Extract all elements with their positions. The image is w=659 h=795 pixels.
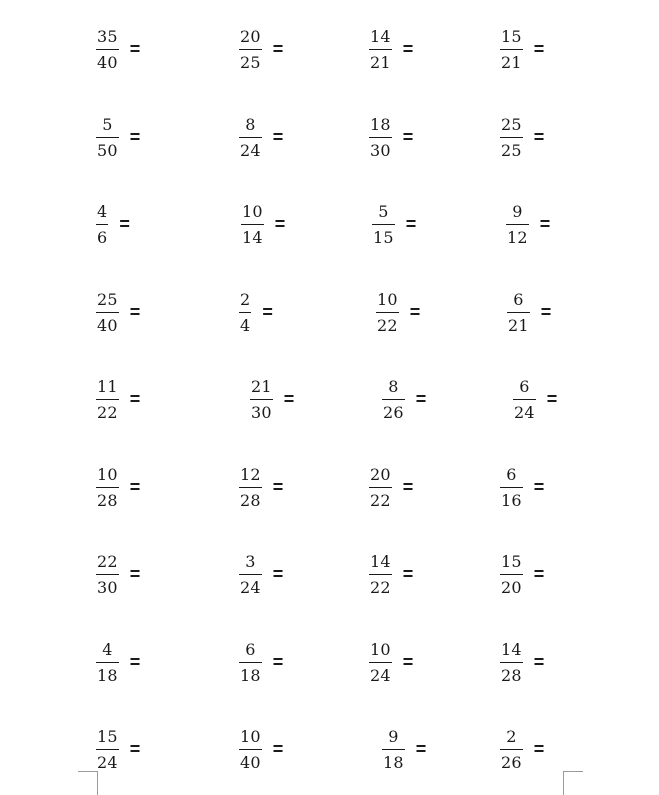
denominator: 40 [97,52,118,72]
denominator: 30 [251,402,272,422]
fraction-problem [96,634,140,690]
denominator: 24 [97,752,118,772]
fraction-bar [239,49,262,50]
equals-sign: = [402,127,414,147]
fraction [96,640,119,685]
denominator: 22 [377,315,398,335]
denominator: 22 [97,402,118,422]
fraction [513,377,536,422]
fraction-problem [239,721,283,777]
fraction-bar [96,662,119,663]
fraction-bar [96,749,119,750]
denominator: 22 [370,490,391,510]
denominator: 50 [97,140,118,160]
denominator: 24 [370,665,391,685]
numerator: 14 [370,26,391,46]
denominator: 16 [501,490,522,510]
equals-sign: = [272,652,284,672]
equals-sign: = [129,564,141,584]
crop-mark-bottom-left [78,771,98,795]
denominator: 21 [370,52,391,72]
fraction-problem [96,371,140,427]
fraction [506,202,529,247]
fraction-bar [500,487,523,488]
fraction-bar [369,662,392,663]
fraction [500,27,523,72]
equals-sign: = [402,39,414,59]
equals-sign: = [272,127,284,147]
fraction [96,290,119,335]
numerator: 10 [240,726,261,746]
fraction-bar [372,224,395,225]
equals-sign: = [540,302,552,322]
fraction-bar [376,312,399,313]
denominator: 4 [240,315,251,335]
equals-sign: = [129,389,141,409]
fraction-problem [369,21,413,77]
denominator: 6 [97,227,108,247]
fraction-bar [239,749,262,750]
equals-sign: = [283,389,295,409]
fraction [96,115,119,160]
fraction-bar [250,399,273,400]
fraction [239,115,262,160]
fraction [96,465,119,510]
fraction-problem [500,109,544,165]
equals-sign: = [533,652,545,672]
equals-sign: = [402,477,414,497]
denominator: 18 [97,665,118,685]
denominator: 25 [240,52,261,72]
equals-sign: = [129,477,141,497]
equals-sign: = [129,652,141,672]
fraction [382,377,405,422]
fraction [369,465,392,510]
fraction-bar [382,399,405,400]
fraction-bar [96,574,119,575]
fraction-bar [506,224,529,225]
fraction-bar [369,487,392,488]
fraction-bar [369,137,392,138]
numerator: 2 [240,289,251,309]
denominator: 14 [242,227,263,247]
fraction-problem [513,371,557,427]
fraction-problem [239,284,273,340]
fraction-bar [96,399,119,400]
fraction-problem [376,284,420,340]
fraction [369,640,392,685]
fraction [500,115,523,160]
fraction-bar [369,49,392,50]
fraction-problem [382,721,426,777]
fraction-bar [369,574,392,575]
fraction-problem [369,459,413,515]
fraction-bar [500,749,523,750]
fraction-problem [500,546,544,602]
numerator: 18 [370,114,391,134]
numerator: 22 [97,551,118,571]
fraction-problem [239,21,283,77]
fraction-problem [500,459,544,515]
fraction-problem [96,721,140,777]
fraction [239,465,262,510]
denominator: 22 [370,577,391,597]
denominator: 20 [501,577,522,597]
numerator: 21 [251,376,272,396]
equals-sign: = [533,39,545,59]
numerator: 12 [240,464,261,484]
fraction [96,552,119,597]
fraction-bar [382,749,405,750]
fraction-bar [239,574,262,575]
numerator: 25 [501,114,522,134]
crop-mark-bottom-right [563,771,583,795]
denominator: 26 [383,402,404,422]
equals-sign: = [119,214,130,234]
denominator: 40 [240,752,261,772]
numerator: 15 [97,726,118,746]
fraction-problem [372,196,416,252]
fraction [250,377,273,422]
fraction [369,552,392,597]
equals-sign: = [272,39,284,59]
equals-sign: = [533,127,545,147]
fraction-problem [239,634,283,690]
fraction [239,640,262,685]
fraction-bar [500,137,523,138]
fraction [96,727,119,772]
equals-sign: = [272,739,284,759]
fraction-problem [369,109,413,165]
equals-sign: = [274,214,286,234]
fraction [500,640,523,685]
fraction-bar [500,574,523,575]
fraction-problem [239,459,283,515]
equals-sign: = [129,739,141,759]
fraction-problem [96,284,140,340]
fraction-bar [96,224,108,225]
numerator: 3 [245,551,256,571]
numerator: 10 [370,639,391,659]
fraction [239,27,262,72]
numerator: 4 [102,639,113,659]
denominator: 15 [373,227,394,247]
numerator: 15 [501,26,522,46]
numerator: 8 [388,376,399,396]
denominator: 24 [240,140,261,160]
equals-sign: = [272,564,284,584]
denominator: 18 [240,665,261,685]
fraction-problem [96,109,140,165]
denominator: 30 [97,577,118,597]
equals-sign: = [129,302,141,322]
numerator: 9 [388,726,399,746]
equals-sign: = [533,477,545,497]
numerator: 20 [370,464,391,484]
fraction [239,727,262,772]
numerator: 10 [377,289,398,309]
numerator: 25 [97,289,118,309]
fraction [96,27,119,72]
denominator: 28 [240,490,261,510]
numerator: 6 [513,289,524,309]
numerator: 20 [240,26,261,46]
fraction-problem [96,21,140,77]
fraction-bar [513,399,536,400]
fraction-problem [382,371,426,427]
fraction-bar [239,137,262,138]
equals-sign: = [405,214,417,234]
denominator: 24 [240,577,261,597]
fraction-bar [96,487,119,488]
fraction-problem [241,196,285,252]
denominator: 24 [514,402,535,422]
fraction-problem [239,109,283,165]
numerator: 14 [501,639,522,659]
fraction [239,290,251,335]
equals-sign: = [129,39,141,59]
fraction-bar [239,487,262,488]
equals-sign: = [129,127,141,147]
denominator: 21 [501,52,522,72]
numerator: 2 [506,726,517,746]
fraction-problem [500,634,544,690]
equals-sign: = [262,302,273,322]
equals-sign: = [546,389,558,409]
fraction-problem [96,546,140,602]
numerator: 4 [97,201,108,221]
fraction-bar [507,312,530,313]
numerator: 6 [506,464,517,484]
denominator: 28 [501,665,522,685]
numerator: 6 [245,639,256,659]
fraction-bar [96,49,119,50]
numerator: 35 [97,26,118,46]
fraction-problem [96,459,140,515]
numerator: 10 [97,464,118,484]
fraction-problem [239,546,283,602]
denominator: 28 [97,490,118,510]
denominator: 40 [97,315,118,335]
numerator: 11 [97,376,118,396]
fraction-problem [506,196,550,252]
fraction [500,465,523,510]
numerator: 9 [512,201,523,221]
fraction-problem [96,196,130,252]
fraction-bar [239,662,262,663]
equals-sign: = [402,652,414,672]
fraction-problem [500,21,544,77]
fraction [369,115,392,160]
fraction-problem [500,721,544,777]
denominator: 18 [383,752,404,772]
fraction-problem [369,546,413,602]
equals-sign: = [402,564,414,584]
fraction [241,202,264,247]
fraction [376,290,399,335]
fraction [500,552,523,597]
numerator: 10 [242,201,263,221]
equals-sign: = [533,564,545,584]
numerator: 5 [102,114,113,134]
numerator: 15 [501,551,522,571]
numerator: 5 [378,201,389,221]
fraction [500,727,523,772]
equals-sign: = [272,477,284,497]
denominator: 26 [501,752,522,772]
equals-sign: = [409,302,421,322]
fraction [372,202,395,247]
fraction-bar [241,224,264,225]
fraction [507,290,530,335]
fraction [369,27,392,72]
fraction-problem [507,284,551,340]
fraction-bar [500,49,523,50]
fraction-bar [96,137,119,138]
denominator: 21 [508,315,529,335]
fraction-bar [239,312,251,313]
fraction-bar [500,662,523,663]
numerator: 8 [245,114,256,134]
fraction-problem [250,371,294,427]
fraction-bar [96,312,119,313]
denominator: 12 [507,227,528,247]
numerator: 14 [370,551,391,571]
equals-sign: = [533,739,545,759]
fraction [382,727,405,772]
denominator: 30 [370,140,391,160]
equals-sign: = [415,739,427,759]
fraction [96,377,119,422]
fraction-problem [369,634,413,690]
denominator: 25 [501,140,522,160]
numerator: 6 [519,376,530,396]
equals-sign: = [415,389,427,409]
fraction [96,202,108,247]
fraction [239,552,262,597]
equals-sign: = [539,214,551,234]
